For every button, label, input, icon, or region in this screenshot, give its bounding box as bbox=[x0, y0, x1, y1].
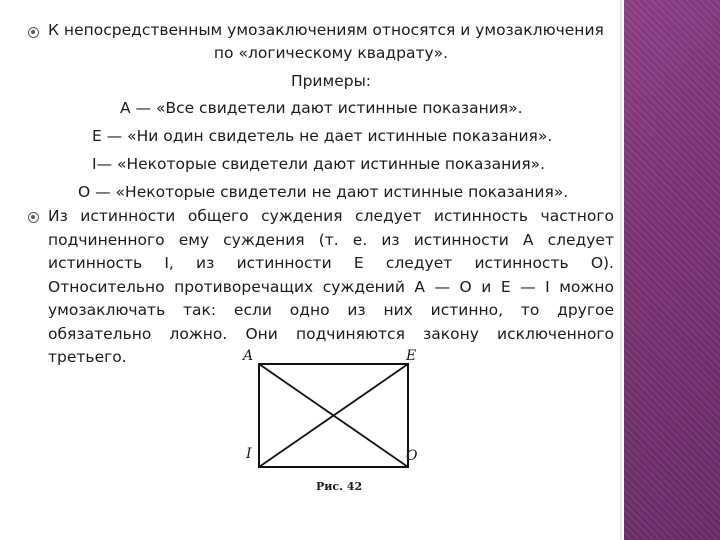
examples-heading: Примеры: bbox=[290, 72, 372, 90]
paragraph-line: подчиненного ему суждения (т. е. из истинности А следует bbox=[48, 230, 614, 249]
paragraph-line: Относительно противоречащих суждений А — О и Е — I можно bbox=[48, 277, 614, 296]
paragraph-line: Из истинности общего суждения следует истинность частного bbox=[48, 207, 614, 225]
sidebar-divider bbox=[620, 0, 622, 540]
paragraph-line: обязательно ложно. Они подчиняются закону исключенного bbox=[48, 324, 614, 343]
example-e: Е — «Ни один свидетель не дает истинные показания». bbox=[92, 127, 553, 145]
example-i: I— «Некоторые свидетели дают истинные показания». bbox=[92, 155, 546, 173]
example-a: А — «Все свидетели дают истинные показания». bbox=[120, 99, 523, 117]
example-o: О — «Некоторые свидетели не дают истинные показания». bbox=[78, 183, 569, 201]
paragraph-line: умозаключать так: если одно из них истинно, то другое bbox=[48, 301, 614, 319]
explanation-paragraph bbox=[48, 205, 614, 370]
logical-square-svg bbox=[240, 348, 430, 498]
paragraph-line: истинность I, из истинности Е следует истинность О). bbox=[48, 254, 614, 272]
intro-line-2: по «логическому квадрату». bbox=[213, 44, 449, 62]
bullet-icon bbox=[28, 27, 39, 38]
label-a: A bbox=[243, 348, 254, 364]
decorative-sidebar bbox=[624, 0, 720, 540]
paragraph-line: третьего. bbox=[48, 348, 127, 366]
logical-square-diagram bbox=[240, 348, 430, 498]
label-i: I bbox=[246, 446, 252, 462]
figure-caption: Рис. 42 bbox=[316, 480, 363, 493]
intro-line-1: К непосредственным умозаключениям относятся и умозаключения bbox=[48, 21, 604, 39]
bullet-icon bbox=[28, 212, 39, 223]
label-o: O bbox=[406, 448, 418, 464]
label-e: E bbox=[406, 348, 417, 364]
